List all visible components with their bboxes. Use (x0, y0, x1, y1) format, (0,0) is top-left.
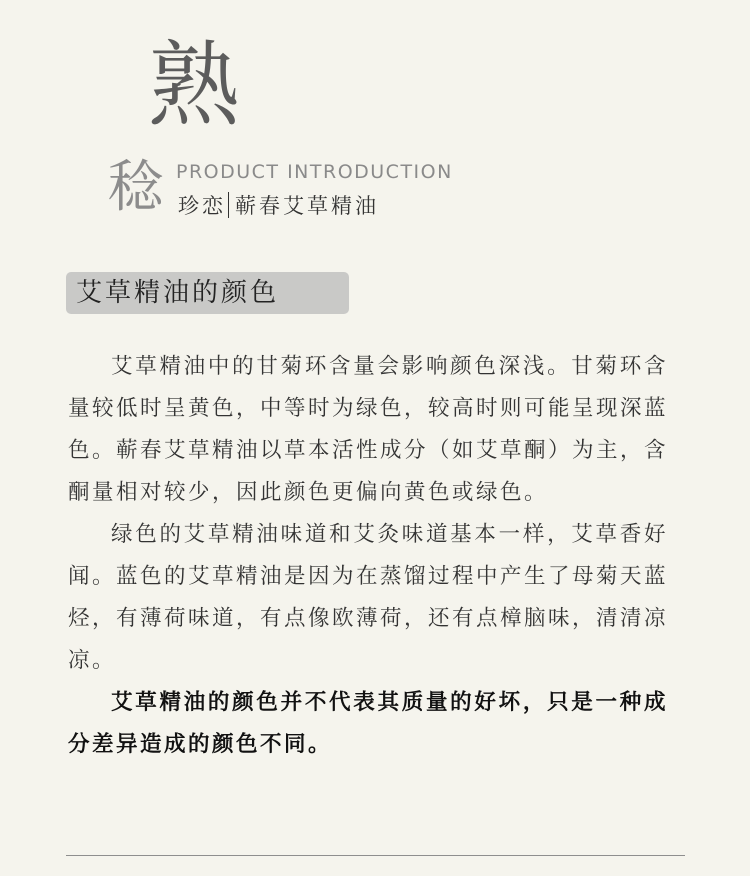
decorative-small-character: 稔 (108, 155, 164, 220)
paragraph-conclusion: 艾草精油的颜色并不代表其质量的好坏，只是一种成分差异造成的颜色不同。 (68, 690, 668, 757)
paragraph-smell: 绿色的艾草精油味道和艾灸味道基本一样，艾草香好闻。蓝色的艾草精油是因为在蒸馏过程中产生了母菊天蓝烃，有薄荷味道，有点像欧薄荷，还有点樟脑味，清清凉凉。 (68, 522, 669, 673)
paragraph-color-factors: 艾草精油中的甘菊环含量会影响颜色深浅。甘菊环含量较低时呈黄色，中等时为绿色，较高时则可能呈现深蓝色。蕲春艾草精油以草本活性成分（如艾草酮）为主，含酮量相对较少，因此颜色更偏向黄色或绿色。 (68, 354, 669, 505)
decorative-big-character: 熟 (148, 32, 241, 139)
article-body (68, 346, 668, 766)
product-name: 蕲春艾草精油 (235, 194, 379, 218)
brand-line (178, 190, 379, 220)
section-title: 艾草精油的颜色 (66, 272, 349, 314)
bottom-divider (66, 855, 685, 856)
product-introduction-title: PRODUCT INTRODUCTION (176, 161, 453, 183)
brand-name: 珍恋 (178, 194, 226, 218)
intro-header (0, 0, 750, 240)
brand-separator (228, 192, 229, 218)
